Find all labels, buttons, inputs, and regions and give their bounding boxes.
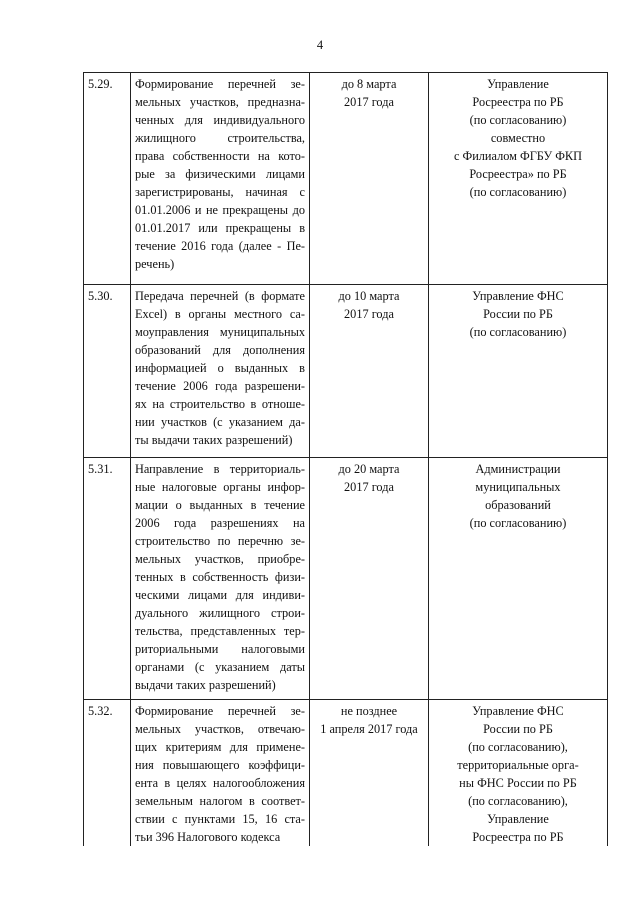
- task-description-line: информацией о выданных в: [135, 361, 305, 375]
- task-responsible-line: (по согласованию): [469, 516, 567, 530]
- plan-table: [83, 72, 608, 846]
- task-description-line: риториальными налоговыми: [135, 642, 305, 656]
- task-description-line: течение 2006 года разрешени-: [135, 379, 305, 393]
- task-deadline-line: до 20 марта: [338, 462, 400, 476]
- task-responsible-line: муниципальных: [475, 480, 561, 494]
- task-description-line: рые за физическими лицами: [135, 167, 305, 181]
- task-description: [131, 73, 310, 285]
- task-deadline-line: 1 апреля 2017 года: [320, 722, 418, 736]
- table-row: [84, 73, 608, 285]
- task-description-line: органами (с указанием даты: [135, 660, 305, 674]
- task-description: [131, 285, 310, 458]
- task-description-line: мельных участков, предназна-: [135, 95, 305, 109]
- item-number: 5.32.: [84, 700, 131, 847]
- task-responsible-line: Росреестра» по РБ: [469, 167, 567, 181]
- task-deadline: [310, 73, 429, 285]
- task-description-line: права собственности на кото-: [135, 149, 305, 163]
- task-deadline-line: 2017 года: [344, 307, 394, 321]
- task-responsible-line: Управление: [487, 77, 549, 91]
- task-responsible-line: Управление ФНС: [472, 289, 564, 303]
- task-description-line: моуправления муниципальных: [135, 325, 305, 339]
- task-description-line: Формирование перечней зе-: [135, 704, 305, 718]
- page-number: 4: [316, 38, 324, 52]
- task-description-line: щих критериям для примене-: [135, 740, 305, 754]
- task-description-line: образований для дополнения: [135, 343, 305, 357]
- task-responsible-line: совместно: [490, 131, 546, 145]
- task-description-line: 01.01.2006 и не прекращены до: [135, 203, 305, 217]
- task-responsible-line: (по согласованию): [469, 325, 567, 339]
- table-row: [84, 700, 608, 847]
- task-description: [131, 458, 310, 700]
- item-number: 5.30.: [84, 285, 131, 458]
- task-description-line: зарегистрированы, начиная с: [135, 185, 305, 199]
- task-description-line: Формирование перечней зе-: [135, 77, 305, 91]
- task-description-line: мельных участков, приобре-: [135, 552, 305, 566]
- task-responsible: [429, 73, 608, 285]
- task-responsible: [429, 458, 608, 700]
- task-responsible-line: Росреестра по РБ: [472, 830, 564, 844]
- task-description-line: течение 2016 года (далее - Пе-: [135, 239, 305, 253]
- task-responsible-line: с Филиалом ФГБУ ФКП: [453, 149, 583, 163]
- task-description-line: земельным налогом в соответ-: [135, 794, 305, 808]
- item-number: 5.31.: [84, 458, 131, 700]
- task-responsible-line: Управление: [487, 812, 549, 826]
- task-responsible-line: образований: [485, 498, 551, 512]
- task-description-line: ты выдачи таких разрешений): [135, 433, 293, 447]
- task-deadline-line: 2017 года: [344, 95, 394, 109]
- task-description-line: мации о выданных в течение: [135, 498, 305, 512]
- task-responsible-line: Управление ФНС: [472, 704, 564, 718]
- task-description-line: тьи 396 Налогового кодекса: [135, 830, 281, 844]
- task-description-line: речень): [135, 257, 175, 271]
- task-responsible-line: (по согласованию): [469, 185, 567, 199]
- task-description-line: Передача перечней (в формате: [135, 289, 305, 303]
- task-responsible-line: (по согласованию): [469, 113, 567, 127]
- task-description-line: жилищного строительства,: [135, 131, 305, 145]
- task-responsible-line: территориальные орга-: [457, 758, 579, 772]
- task-description-line: тенных в собственность физи-: [135, 570, 305, 584]
- task-deadline-line: не позднее: [340, 704, 398, 718]
- task-deadline-line: до 10 марта: [338, 289, 400, 303]
- task-description-line: 01.01.2017 или прекращены в: [135, 221, 305, 235]
- task-description-line: тельства, представленных тер-: [135, 624, 305, 638]
- task-description-line: ные налоговые органы инфор-: [135, 480, 305, 494]
- task-description-line: мельных участков, отвечаю-: [135, 722, 305, 736]
- task-description-line: ствии с пунктами 15, 16 ста-: [135, 812, 305, 826]
- task-deadline: [310, 458, 429, 700]
- task-description-line: ях на строительство в отноше-: [135, 397, 305, 411]
- task-deadline-line: до 8 марта: [341, 77, 397, 91]
- task-description-line: нии участков (с указанием да-: [135, 415, 305, 429]
- task-responsible-line: ны ФНС России по РБ: [459, 776, 577, 790]
- task-responsible-line: (по согласованию),: [468, 794, 568, 808]
- task-description-line: ческими лицами для индиви-: [135, 588, 305, 602]
- task-responsible: [429, 285, 608, 458]
- task-responsible-line: Росреестра по РБ: [472, 95, 564, 109]
- task-description-line: выдачи таких разрешений): [135, 678, 276, 692]
- table-row: [84, 458, 608, 700]
- task-deadline: [310, 700, 429, 847]
- item-number: 5.29.: [84, 73, 131, 285]
- task-description-line: Направление в территориаль-: [135, 462, 305, 476]
- task-responsible: [429, 700, 608, 847]
- task-responsible-line: России по РБ: [483, 722, 553, 736]
- task-responsible-line: Администрации: [475, 462, 561, 476]
- task-responsible-line: России по РБ: [483, 307, 553, 321]
- task-description-line: Excel) в органы местного са-: [135, 307, 305, 321]
- task-description: [131, 700, 310, 847]
- table-row: [84, 285, 608, 458]
- task-description-line: ента в целях налогообложения: [135, 776, 305, 790]
- task-description-line: ченных для индивидуального: [135, 113, 305, 127]
- task-deadline: [310, 285, 429, 458]
- task-deadline-line: 2017 года: [344, 480, 394, 494]
- task-description-line: строительство по перечню зе-: [135, 534, 305, 548]
- task-responsible-line: (по согласованию),: [468, 740, 568, 754]
- task-description-line: ния повышающего коэффици-: [135, 758, 305, 772]
- task-description-line: дуального жилищного строи-: [135, 606, 305, 620]
- task-description-line: 2006 года разрешениях на: [135, 516, 305, 530]
